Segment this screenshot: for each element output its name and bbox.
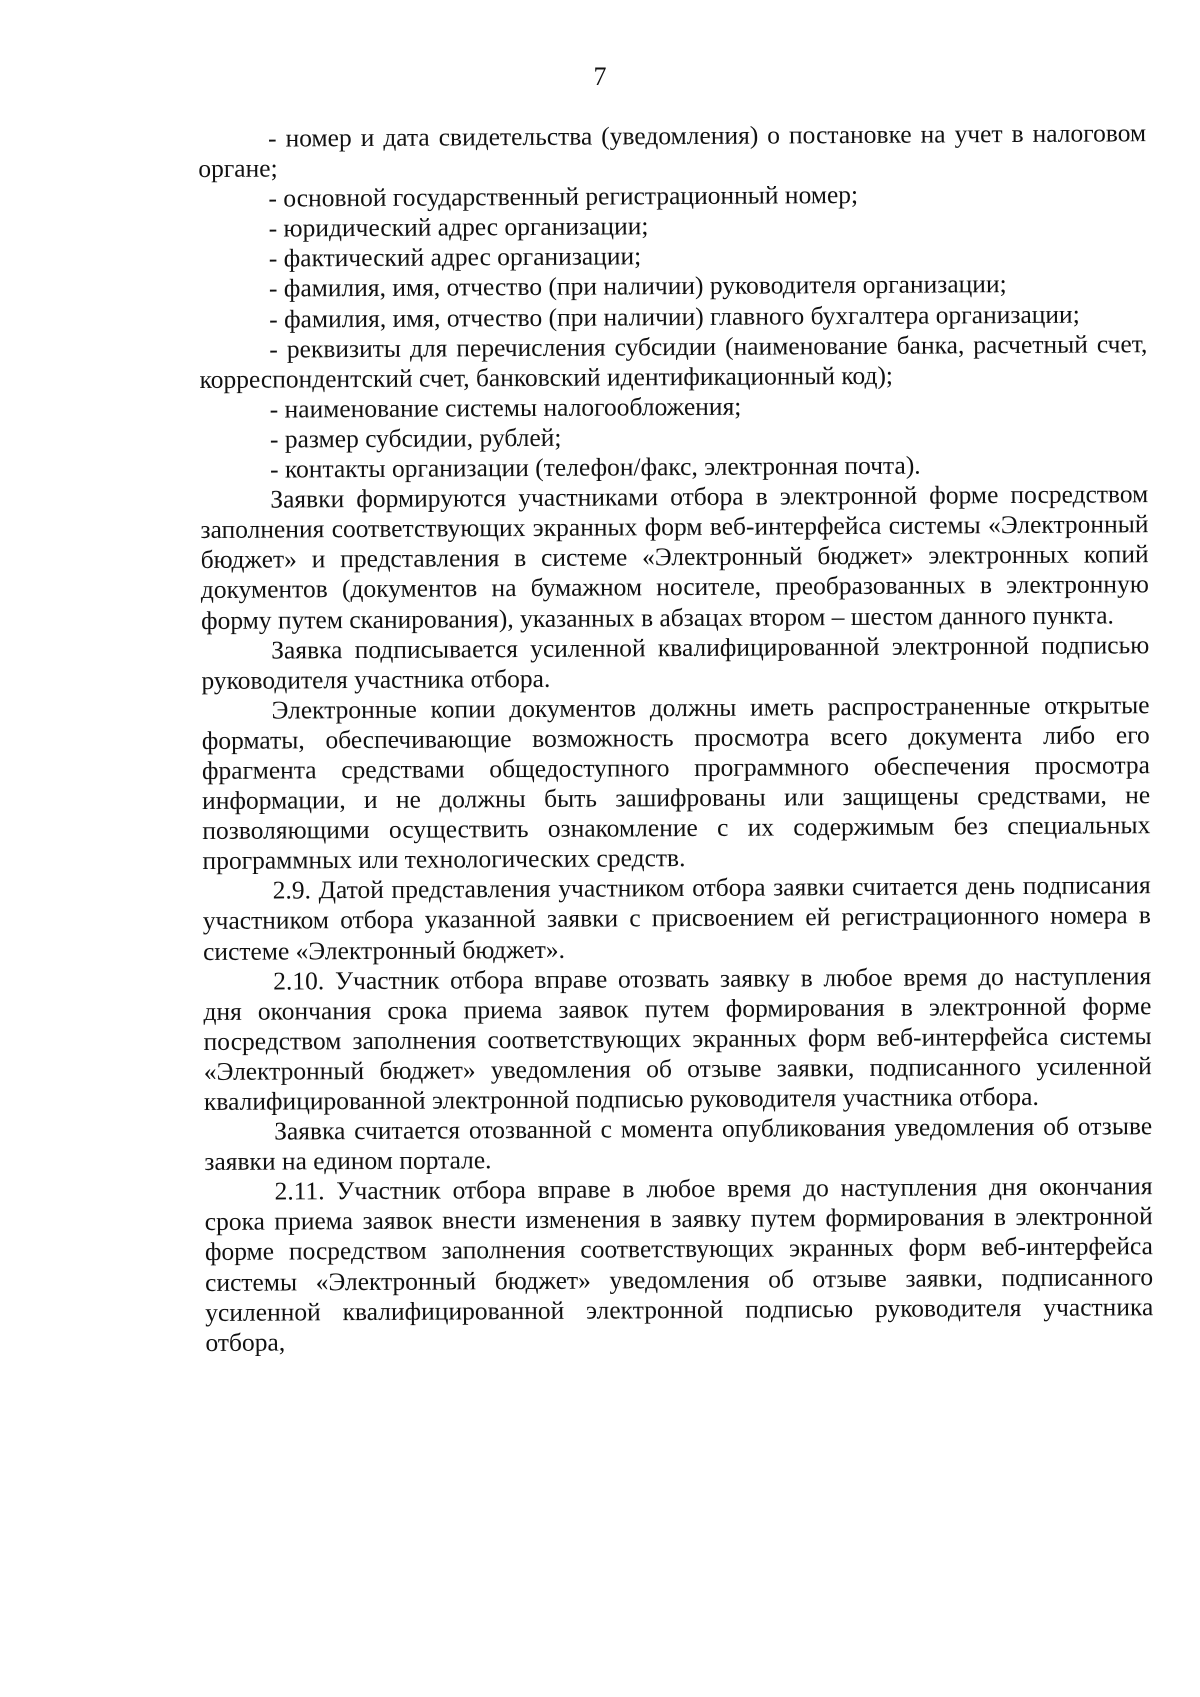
- paragraph-application-withdrawn: Заявка считается отозванной с момента опубликования уведомления об отзыве заявки на едином портале.: [204, 1111, 1153, 1177]
- list-item-bank-details: - реквизиты для перечисления субсидии (наименование банка, расчетный счет, корреспондентский счет, банковский идентификационный код);: [199, 328, 1148, 394]
- section-2-11: 2.11. Участник отбора вправе в любое время до наступления дня окончания срока приема заявок внести изменения в заявку путем формирования в электронной форме посредством заполнения соответствующих экранных форм веб-интерфейса системы «Электронный бюджет» уведомления об отзыве заявки, подписанного усиленной квалифицированной электронной подписью руководителя участника отбора,: [204, 1171, 1154, 1357]
- section-2-10: 2.10. Участник отбора вправе отозвать заявку в любое время до наступления дня окончания срока приема заявок путем формирования в электронной форме посредством заполнения соответствующих экранных форм веб-интерфейса системы «Электронный бюджет» уведомления об отзыве заявки, подписанного усиленной квалифицированной электронной подписью руководителя участника отбора.: [203, 960, 1152, 1116]
- paragraph-application-signing: Заявка подписывается усиленной квалифицированной электронной подписью руководителя участника отбора.: [201, 629, 1150, 695]
- list-item-actual-address: - фактический адрес организации;: [268, 241, 642, 273]
- list-item-tax-certificate: - номер и дата свидетельства (уведомления) о постановке на учет в налоговом органе;: [198, 118, 1147, 184]
- section-2-9: 2.9. Датой представления участником отбора заявки считается день подписания участником отбора указанной заявки с присвоением ей регистрационного номера в системе «Электронный бюджет».: [202, 870, 1151, 966]
- page-number: 7: [593, 62, 607, 91]
- list-item-subsidy-amount: - размер субсидии, рублей;: [269, 422, 562, 454]
- document-body: [198, 118, 1154, 1358]
- paragraph-application-forming: Заявки формируются участниками отбора в электронной форме посредством заполнения соответствующих экранных форм веб-интерфейса системы «Электронный бюджет» и представления в системе «Электронный бюджет» электронных копий документов (документов на бумажном носителе, преобразованных в электронную форму путем сканирования), указанных в абзацах втором – шестом данного пункта.: [200, 479, 1149, 635]
- list-item-tax-system: - наименование системы налогообложения;: [269, 391, 742, 424]
- list-item-ogrn: - основной государственный регистрационный номер;: [268, 180, 859, 213]
- list-item-legal-address: - юридический адрес организации;: [268, 211, 649, 243]
- list-item-accountant-name: - фамилия, имя, отчество (при наличии) главного бухгалтера организации;: [269, 299, 1080, 334]
- paragraph-electronic-copies: Электронные копии документов должны иметь распространенные открытые форматы, обеспечивающие возможность просмотра всего документа либо его фрагмента средствами общедоступного программного обеспечения просмотра информации, и не должны быть зашифрованы или защищены средствами, не позволяющими осуществить ознакомление с их содержимым без специальных программных или технологических средств.: [201, 689, 1151, 876]
- list-item-contacts: - контакты организации (телефон/факс, электронная почта).: [270, 450, 921, 484]
- list-item-director-name: - фамилия, имя, отчество (при наличии) руководителя организации;: [268, 269, 1007, 304]
